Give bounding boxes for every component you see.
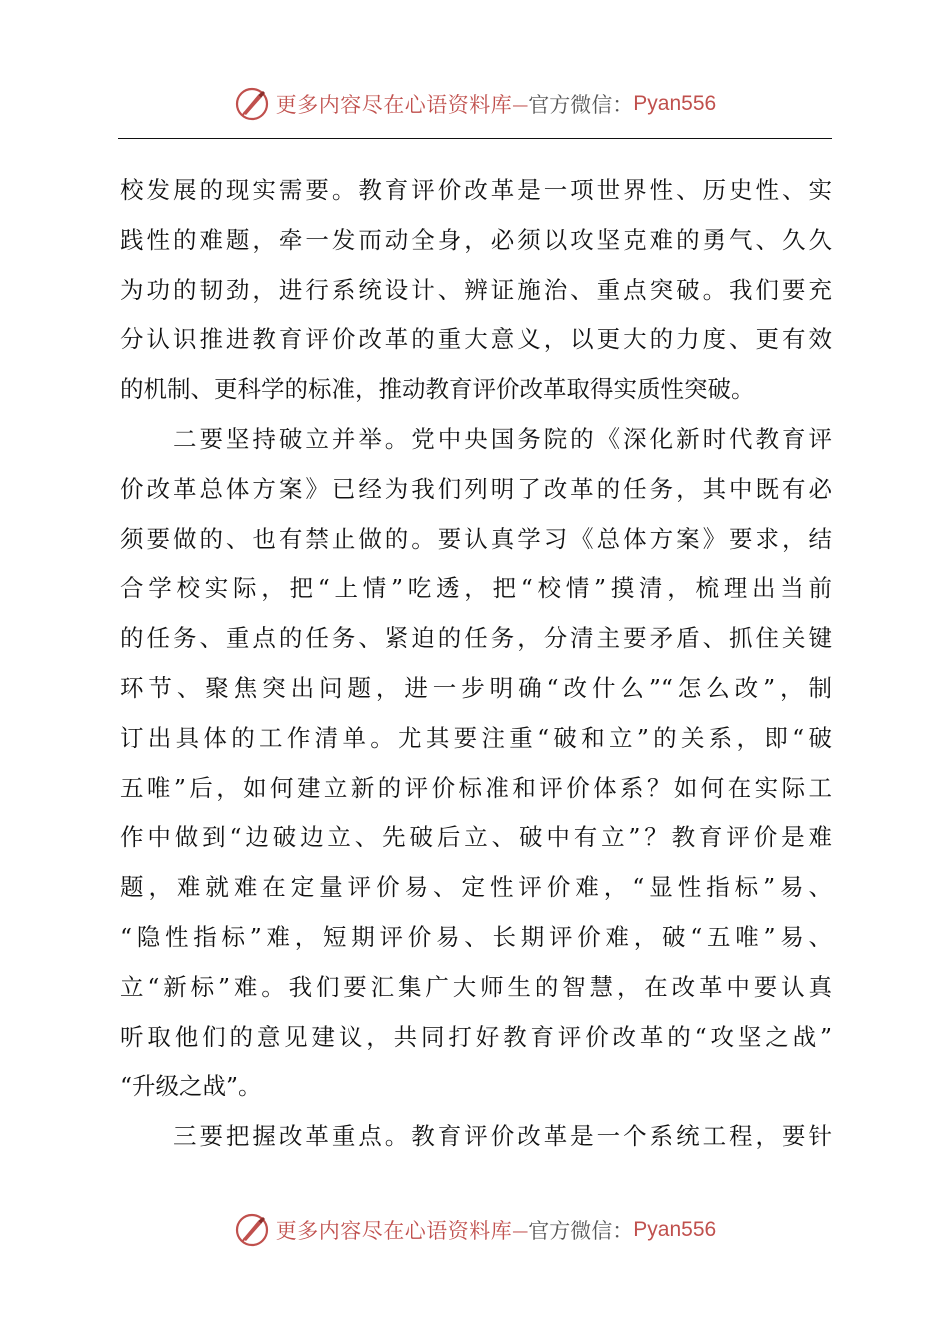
body-line: 立“新标”难。我们要汇集广大师生的智慧，在改革中要认真 <box>120 972 832 1001</box>
quill-logo-icon <box>234 86 270 122</box>
header-rule <box>118 138 832 139</box>
header-promo-text: 更多内容尽在心语资料库 <box>275 93 513 117</box>
body-line: 题，难就难在定量评价易、定性评价难，“显性指标”易、 <box>120 873 832 902</box>
header-wechat-label: 官方微信： <box>528 93 634 117</box>
body-line: 为功的韧劲，进行系统设计、辨证施治、重点突破。我们要充 <box>120 275 832 304</box>
body-line: 作中做到“边破边立、先破后立、破中有立”？教育评价是难 <box>120 823 832 852</box>
header-wechat-id: Pyan556 <box>633 92 717 115</box>
body-line: 校发展的现实需要。教育评价改革是一项世界性、历史性、实 <box>120 176 832 204</box>
header-dash: — <box>512 94 529 114</box>
footer-wechat-id: Pyan556 <box>633 1218 717 1241</box>
document-body <box>120 166 832 1162</box>
body-line: 合学校实际，把“上情”吃透，把“校情”摸清，梳理出当前 <box>120 574 832 603</box>
body-line: “隐性指标”难，短期评价易、长期评价难，破“五唯”易、 <box>120 922 832 951</box>
footer-banner <box>0 1208 950 1252</box>
header-banner <box>0 82 950 126</box>
body-line: 价改革总体方案》已经为我们列明了改革的任务，其中既有必 <box>120 474 832 503</box>
body-line: 五唯”后，如何建立新的评价标准和评价体系？如何在实际工 <box>120 773 832 802</box>
footer-promo-text: 更多内容尽在心语资料库 <box>275 1219 513 1243</box>
footer-dash: — <box>512 1220 529 1240</box>
body-line: 订出具体的工作清单。尤其要注重“破和立”的关系，即“破 <box>120 723 832 752</box>
body-line: 二要坚持破立并举。党中央国务院的《深化新时代教育评 <box>120 424 832 453</box>
body-line: 三要把握改革重点。教育评价改革是一个系统工程，要针 <box>120 1122 832 1151</box>
footer-wechat-label: 官方微信： <box>528 1219 634 1243</box>
body-line: 的任务、重点的任务、紧迫的任务，分清主要矛盾、抓住关键 <box>120 624 832 653</box>
body-line: 听取他们的意见建议，共同打好教育评价改革的“攻坚之战” <box>120 1022 832 1051</box>
body-line: “升级之战”。 <box>120 1072 262 1101</box>
body-line: 践性的难题，牵一发而动全身，必须以攻坚克难的勇气、久久 <box>120 225 832 254</box>
body-line: 分认识推进教育评价改革的重大意义，以更大的力度、更有效 <box>120 325 832 354</box>
body-line: 环节、聚焦突出问题，进一步明确“改什么”“怎么改”，制 <box>120 673 832 702</box>
body-line: 须要做的、也有禁止做的。要认真学习《总体方案》要求，结 <box>120 524 832 553</box>
body-line: 的机制、更科学的标准，推动教育评价改革取得实质性突破。 <box>120 375 755 404</box>
quill-logo-icon <box>234 1212 270 1248</box>
